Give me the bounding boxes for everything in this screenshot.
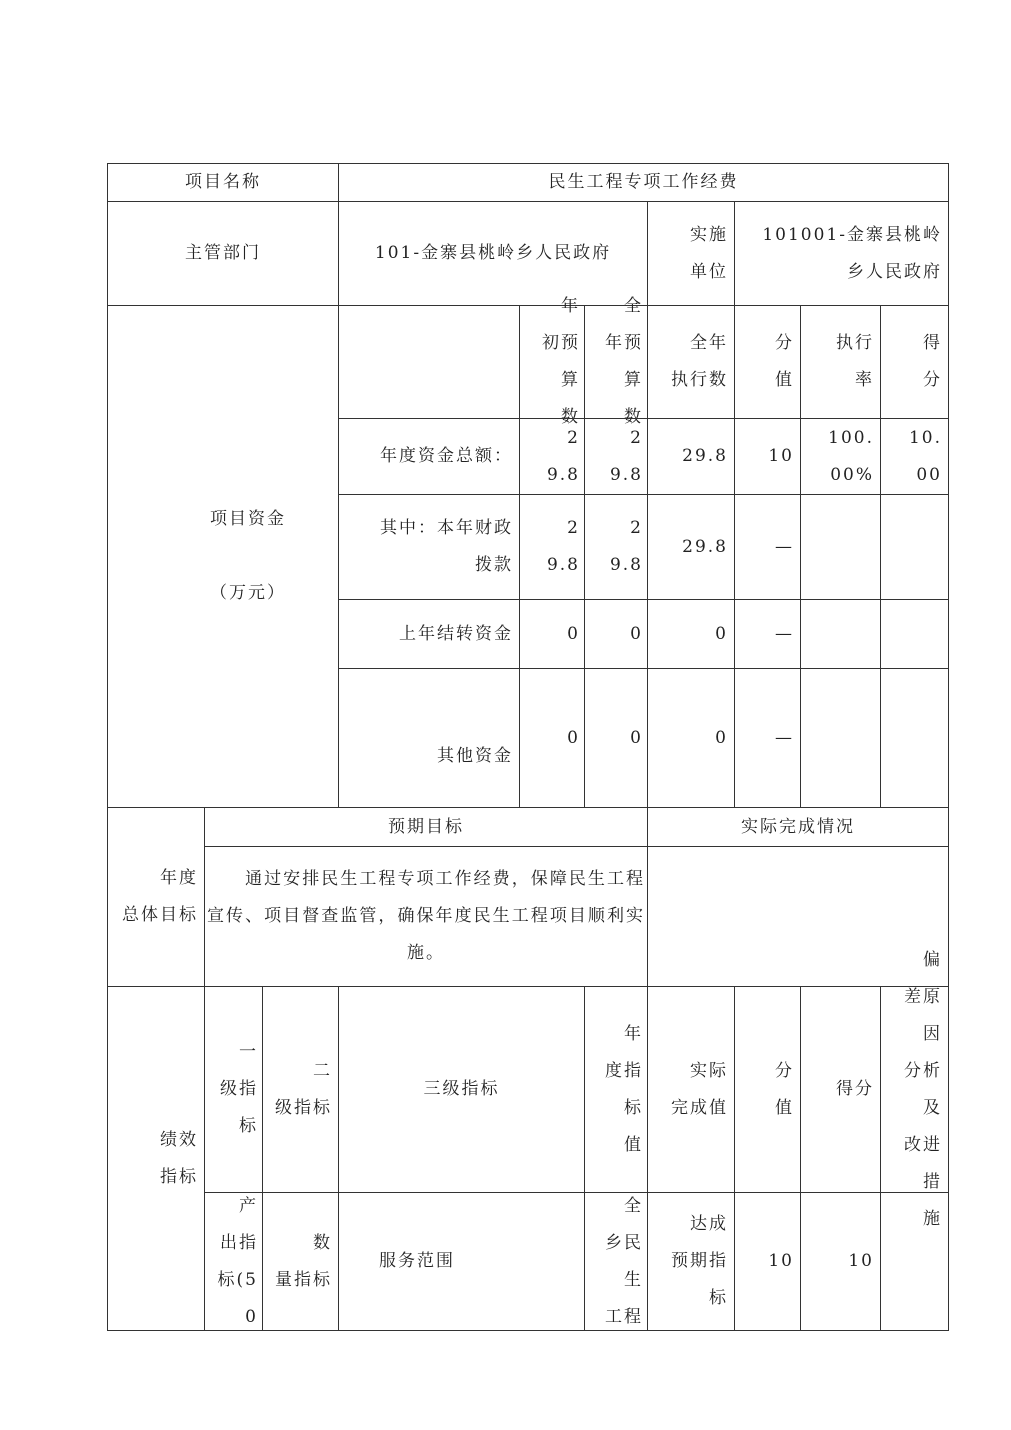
funds-col-score: 分 值 bbox=[734, 305, 801, 419]
impl-cell bbox=[734, 201, 949, 306]
perf-header-level2: 二 级指标 bbox=[262, 986, 339, 1193]
funds-col-exec: 全年 执行数 bbox=[647, 305, 735, 419]
funds-col-full: 全 年预算 数 bbox=[584, 305, 648, 419]
goals-expected-text: 通过安排民生工程专项工作经费，保障民生工程宣传、项目督查监管，确保年度民生工程项目顺利实施。 bbox=[207, 869, 645, 963]
funds-col-got: 得 分 bbox=[880, 305, 949, 419]
funds-label-cell bbox=[107, 305, 339, 808]
funds-row-got bbox=[880, 599, 949, 669]
perf-header-score: 分 值 bbox=[734, 986, 801, 1193]
funds-row-got bbox=[880, 494, 949, 600]
perf-header-level1: 一 级指 标 bbox=[204, 986, 263, 1193]
funds-row-score: — bbox=[734, 494, 801, 600]
perf-row-target: 全 乡民生 工程 bbox=[584, 1192, 648, 1331]
goals-expected-cell bbox=[204, 846, 648, 987]
funds-row-initial: 0 bbox=[519, 668, 585, 808]
goals-actual-header: 实际完成情况 bbox=[647, 807, 949, 847]
performance-label-cell bbox=[107, 986, 205, 1331]
dept-label: 主管部门 bbox=[185, 243, 261, 263]
perf-row-got: 10 bbox=[800, 1192, 881, 1331]
dept-value: 101-金寨县桃岭乡人民政府 bbox=[374, 243, 612, 263]
impl-value: 101001-金寨县桃岭 乡人民政府 bbox=[762, 224, 942, 282]
perf-row-reason bbox=[880, 1192, 949, 1331]
perf-row-level3: 服务范围 bbox=[338, 1192, 585, 1331]
impl-label-cell bbox=[647, 201, 735, 306]
funds-row-exec: 0 bbox=[647, 668, 735, 808]
perf-header-actual: 实际 完成值 bbox=[647, 986, 735, 1193]
perf-header-got: 得分 bbox=[800, 986, 881, 1193]
funds-header-blank bbox=[338, 305, 520, 419]
funds-row-initial: 2 9.8 bbox=[519, 418, 585, 495]
perf-header-target: 年 度指标 值 bbox=[584, 986, 648, 1193]
funds-row-full: 2 9.8 bbox=[584, 494, 648, 600]
funds-row-rate bbox=[800, 494, 881, 600]
funds-row-full: 0 bbox=[584, 599, 648, 669]
funds-col-rate: 执行 率 bbox=[800, 305, 881, 419]
funds-row-label: 年度资金总额： bbox=[338, 418, 520, 495]
perf-row-score: 10 bbox=[734, 1192, 801, 1331]
perf-header-level3: 三级指标 bbox=[338, 986, 585, 1193]
funds-row-rate bbox=[800, 599, 881, 669]
funds-row-full: 0 bbox=[584, 668, 648, 808]
goals-expected-header: 预期目标 bbox=[204, 807, 648, 847]
funds-row-initial: 0 bbox=[519, 599, 585, 669]
funds-row-score: — bbox=[734, 599, 801, 669]
project-name-label: 项目名称 bbox=[185, 172, 261, 192]
funds-row-rate bbox=[800, 668, 881, 808]
dept-label-cell bbox=[107, 201, 339, 306]
funds-row-initial: 2 9.8 bbox=[519, 494, 585, 600]
funds-row-score: 10 bbox=[734, 418, 801, 495]
funds-col-initial: 年 初预算 数 bbox=[519, 305, 585, 419]
goals-label-cell bbox=[107, 807, 205, 987]
project-name: 民生工程专项工作经费 bbox=[548, 172, 739, 192]
funds-row-exec: 29.8 bbox=[647, 418, 735, 495]
perf-header-reason: 偏 差原因 分析及 改进措 施 bbox=[880, 986, 949, 1193]
funds-row-label: 其他资金 bbox=[338, 668, 520, 808]
funds-row-rate: 100. 00% bbox=[800, 418, 881, 495]
funds-row-exec: 29.8 bbox=[647, 494, 735, 600]
funds-row-label: 上年结转资金 bbox=[338, 599, 520, 669]
perf-row-level1: 产 出指 标(50 bbox=[204, 1192, 263, 1331]
funds-row-full: 2 9.8 bbox=[584, 418, 648, 495]
project-name-cell bbox=[338, 163, 949, 202]
perf-row-actual: 达成 预期指标 bbox=[647, 1192, 735, 1331]
performance-label: 绩效 指标 bbox=[160, 1129, 198, 1187]
funds-row-got bbox=[880, 668, 949, 808]
funds-row-exec: 0 bbox=[647, 599, 735, 669]
funds-label: 项目资金 （万元） bbox=[210, 509, 286, 603]
project-name-label-cell bbox=[107, 163, 339, 202]
funds-row-got: 10. 00 bbox=[880, 418, 949, 495]
funds-row-label: 其中：本年财政 拨款 bbox=[338, 494, 520, 600]
goals-label: 年度 总体目标 bbox=[122, 868, 198, 925]
perf-row-level2: 数 量指标 bbox=[262, 1192, 339, 1331]
impl-label: 实施 单位 bbox=[690, 224, 728, 282]
funds-row-score: — bbox=[734, 668, 801, 808]
